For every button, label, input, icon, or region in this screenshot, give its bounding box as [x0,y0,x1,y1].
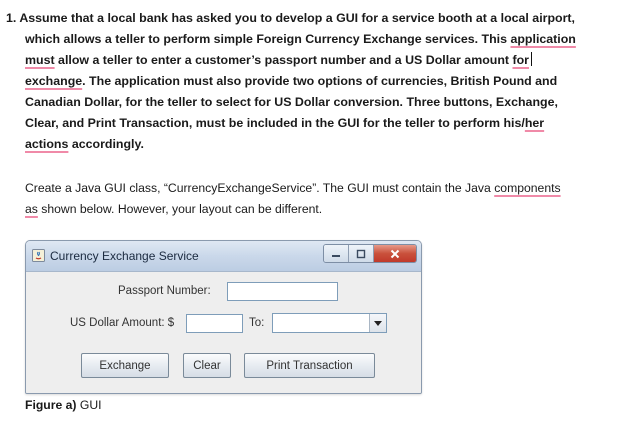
window-titlebar [26,241,421,272]
spellcheck-underline: application [510,32,576,46]
to-label: To: [249,317,265,329]
question-text [6,8,618,155]
question-line-2: which allows a teller to perform simple Foreign Currency Exchange services. This application [25,32,576,46]
clear-button[interactable]: Clear [183,353,231,378]
gui-window [25,240,422,394]
question-line-5: Canadian Dollar, for the teller to select for US Dollar conversion. Three buttons, Exchange, [25,95,558,109]
close-button[interactable] [374,245,416,262]
spellcheck-underline: actions [25,137,69,151]
exchange-button[interactable]: Exchange [81,353,169,378]
combo-dropdown-button[interactable] [369,314,386,332]
maximize-button[interactable] [349,245,374,262]
question-line-4: exchange. The application must also provide two options of currencies, British Pound and [25,74,558,88]
spellcheck-underline: as [25,202,38,216]
print-transaction-button[interactable]: Print Transaction [244,353,375,378]
maximize-icon [356,249,366,259]
spellcheck-underline: must [25,53,55,67]
figure-caption [25,398,102,412]
instruction-line-2: as shown below. However, your layout can be different. [25,202,323,216]
question-line-6: Clear, and Print Transaction, must be included in the GUI for the teller to perform his/her [25,116,545,130]
spellcheck-underline: her [524,116,545,130]
question-line-7: actions accordingly. [25,137,144,151]
instruction-line-1: Create a Java GUI class, “CurrencyExchangeService”. The GUI must contain the Java components [25,181,561,195]
minimize-icon [331,249,341,259]
question-line-3: must allow a teller to enter a customer’s passport number and a US Dollar amount for [6,50,618,71]
us-dollar-amount-field[interactable] [186,314,243,333]
window-title: Currency Exchange Service [50,249,199,263]
figure-label: Figure a) [25,398,77,412]
figure-caption-text: GUI [76,398,102,412]
to-currency-combo[interactable] [272,313,387,333]
window-controls [323,244,417,263]
spellcheck-underline: exchange [25,74,83,88]
close-icon [390,249,400,259]
question-line-1: 1. Assume that a local bank has asked you to develop a GUI for a service booth at a local airport, [6,11,575,25]
passport-number-label: Passport Number: [118,285,211,297]
spellcheck-underline: components [494,181,561,195]
passport-number-field[interactable] [227,282,338,301]
instruction-text [25,178,620,220]
us-dollar-amount-label: US Dollar Amount: $ [70,317,175,329]
spellcheck-underline: for [512,53,530,67]
java-app-icon [32,249,45,262]
text-cursor [531,52,532,66]
window-content [26,272,421,393]
chevron-down-icon [374,321,382,326]
minimize-button[interactable] [324,245,349,262]
